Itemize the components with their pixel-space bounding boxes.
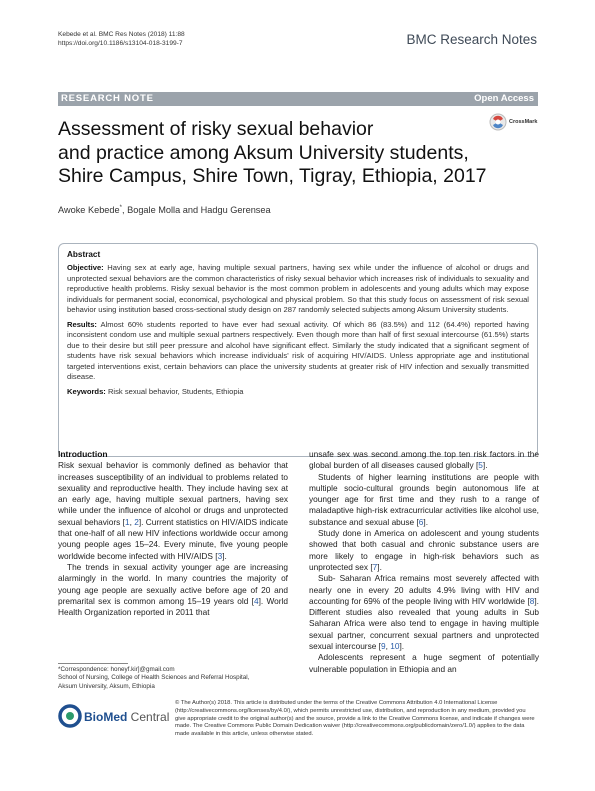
corresponding-marker: * [119, 205, 122, 211]
author-names: , Bogale Molla and Hadgu Gerensea [121, 205, 271, 216]
publisher-name [84, 710, 169, 724]
affiliation-line: Aksum University, Aksum, Ethiopia [58, 682, 155, 690]
keywords-label: Keywords: [67, 386, 106, 396]
affiliation-line: School of Nursing, College of Health Sciences and Referral Hospital, [58, 674, 250, 682]
article-type-banner [58, 92, 538, 106]
right-column [309, 449, 539, 675]
paragraph-text: ]. [377, 561, 382, 572]
reference-link[interactable]: 4 [253, 595, 259, 606]
title-line: Assessment of risky sexual behavior [58, 118, 374, 140]
doi-link[interactable]: https://doi.org/10.1186/s13104-018-3199-7 [58, 40, 183, 47]
title-line: and practice among Aksum University students, [58, 141, 469, 164]
results-label: Results: [67, 319, 97, 329]
paragraph-text: ]. Different studies also revealed that young adults in Sub Saharan Africa were also tend to engage in having multiple sexual partner, concurrent sexual partners and unprotected sexual intercourse [ [309, 595, 539, 652]
reference-link[interactable]: 9 [380, 641, 386, 652]
paragraph-text: ]. Current statistics on HIV/AIDS indicate that one-half of all new HIV infections worldwide occur among young people ages 15–24. Every minute, five young people worldwide become infected with HIV/AIDS [ [58, 516, 288, 561]
reference-link[interactable]: 7 [372, 561, 378, 572]
results-text: Almost 60% students reported to have ever had sexual activity. Of which 86 (83.5%) and 112 (64.4%) reported having inconsistent condom use and multiple sexual partners respectively. Even though more than half of first sexual intercourse (61.5%) starts due to their desire but still peer pressure and alcohol have significant effect. Similarly the study indicated that a significant segment of students have risk sexual behaviors which increase individuals' risk of acquiring HIV/AIDS. Unless appropriate age and institutional targeted interventions exist, certain behaviors can place the university students at greater risk of HIV infection and sexually transmitted disease. [67, 319, 529, 381]
body-paragraph [309, 573, 539, 652]
biomed-central-icon [58, 704, 82, 728]
citation-line: Kebede et al. BMC Res Notes (2018) 11:88 [58, 31, 185, 38]
reference-link[interactable]: 3 [217, 550, 223, 561]
correspondence-footnote [58, 666, 288, 691]
body-paragraph [309, 528, 539, 573]
article-title [58, 118, 538, 189]
reference-link[interactable]: 2 [134, 516, 139, 527]
abstract-heading: Abstract [67, 250, 101, 259]
body-paragraph [309, 472, 539, 528]
abstract-box [58, 243, 538, 457]
body-paragraph [309, 449, 539, 472]
publisher-name-part: BioMed [84, 710, 128, 724]
body-paragraph: Adolescents represent a huge segment of potentially vulnerable population in Ethiopia and an [309, 652, 539, 674]
biomed-central-logo [58, 704, 178, 730]
paragraph-text: , [385, 641, 391, 652]
paragraph-text: ]. [222, 550, 227, 561]
reference-link[interactable]: 8 [529, 595, 535, 606]
crossmark-label: CrossMark [509, 119, 538, 125]
author-name[interactable]: Awoke Kebede [58, 205, 120, 216]
journal-name: BMC Research Notes [406, 32, 537, 47]
reference-link[interactable]: 10 [390, 641, 400, 652]
reference-link[interactable]: 5 [478, 460, 483, 471]
objective-text: Having sex at early age, having multiple sexual partners, having sex while under the influence of alcohol or drugs and unprotected sexual behaviors are the common characteristics of risky sexual behavior which increases risk of individuals to sexuality and reproductive health problems. Risky sexual behavior is the most common problem in adolescents and young adults which may expose individuals for permanent social, economical, psychological and physical problem. So that this study focus on assessment of risk sexual behavior using institution based cross-sectional study design on 287 randomly selected subjects among Aksum University students. [67, 263, 529, 314]
paragraph-text: ]. [399, 641, 405, 652]
article-type-label: RESEARCH NOTE [61, 93, 154, 104]
paragraph-text: ]. [423, 516, 429, 527]
abstract-objective [67, 263, 529, 316]
reference-link[interactable]: 6 [418, 516, 424, 527]
body-paragraph [58, 460, 288, 562]
open-access-label: Open Access [474, 93, 534, 104]
objective-label: Objective: [67, 263, 104, 272]
article-citation [58, 30, 185, 48]
author-list [58, 205, 271, 215]
abstract-results [67, 320, 529, 383]
footnote-divider [58, 663, 128, 664]
paragraph-text: Sub- Saharan Africa remains most severely affected with nearly one in every 20 adults 4.9% living with HIV and accounting for 69% of the people living with HIV worldwide [ [309, 573, 539, 606]
publisher-name-part: Central [127, 710, 170, 724]
crossmark-icon [489, 113, 507, 131]
paragraph-text: The trends in sexual activity younger age are increasing alarmingly in the world. In many countries the majority of young age people are sexually active before age of 20 and premarital sex is common among 15–19 years old [ [58, 561, 288, 606]
title-line: Shire Campus, Shire Town, Tigray, Ethiopia, 2017 [58, 165, 487, 187]
crossmark-badge[interactable] [489, 113, 539, 133]
paragraph-text: Risk sexual behavior is commonly defined as behavior that increases susceptibility of an individual to problems related to sexuality and reproductive health. They include having sex at an early age, having multiple sexual partners, having sex while under the influence of alcohol or drugs and unprotected sexual behaviors [ [58, 460, 288, 527]
paragraph-text: Students of higher learning institutions are people with multiple socio-cultural grounds begin autonomous life at younger age for first time and they rush to a range of maladaptive high-risk extracurricular activities like alcohol use, substance and sexual abuse [ [309, 471, 539, 527]
correspondence-email[interactable]: *Correspondence: honeyf.kir]@gmail.com [58, 666, 175, 673]
paragraph-text: ]. World Health Organization reported in 2011 that [58, 595, 289, 618]
paragraph-text: ]. [482, 460, 488, 471]
abstract-keywords [67, 387, 529, 398]
license-text: © The Author(s) 2018. This article is distributed under the terms of the Creative Commons Attribution 4.0 International License (http://creativecommons.org/licenses/by/4.0/), which permits unrestricted use, distribution, and reproduction in any medium, provided you give appropriate credit to the original author(s) and the source, provide a link to the Creative Commons license, and indicate if changes were made. The Creative Commons Public Domain Dedication waiver (http://creativecommons.org/publicdomain/zero/1.0/) applies to the data made available in this article, unless otherwise stated. [175, 700, 535, 738]
body-paragraph [58, 562, 288, 618]
paragraph-text: , [129, 516, 135, 527]
section-heading-introduction: Introduction [58, 449, 108, 459]
paragraph-text: Study done in America on adolescent and young students showed that both casual and chronic substance users are more likely to engage in high-risk behaviors such as unprotected sex [ [309, 528, 539, 572]
reference-link[interactable]: 1 [124, 516, 130, 527]
paragraph-text: unsafe sex was second among the top ten risk factors in the global burden of all diseases caused globally [ [309, 449, 539, 471]
left-column [58, 449, 288, 618]
keywords-text: Risk sexual behavior, Students, Ethiopia [107, 386, 244, 396]
